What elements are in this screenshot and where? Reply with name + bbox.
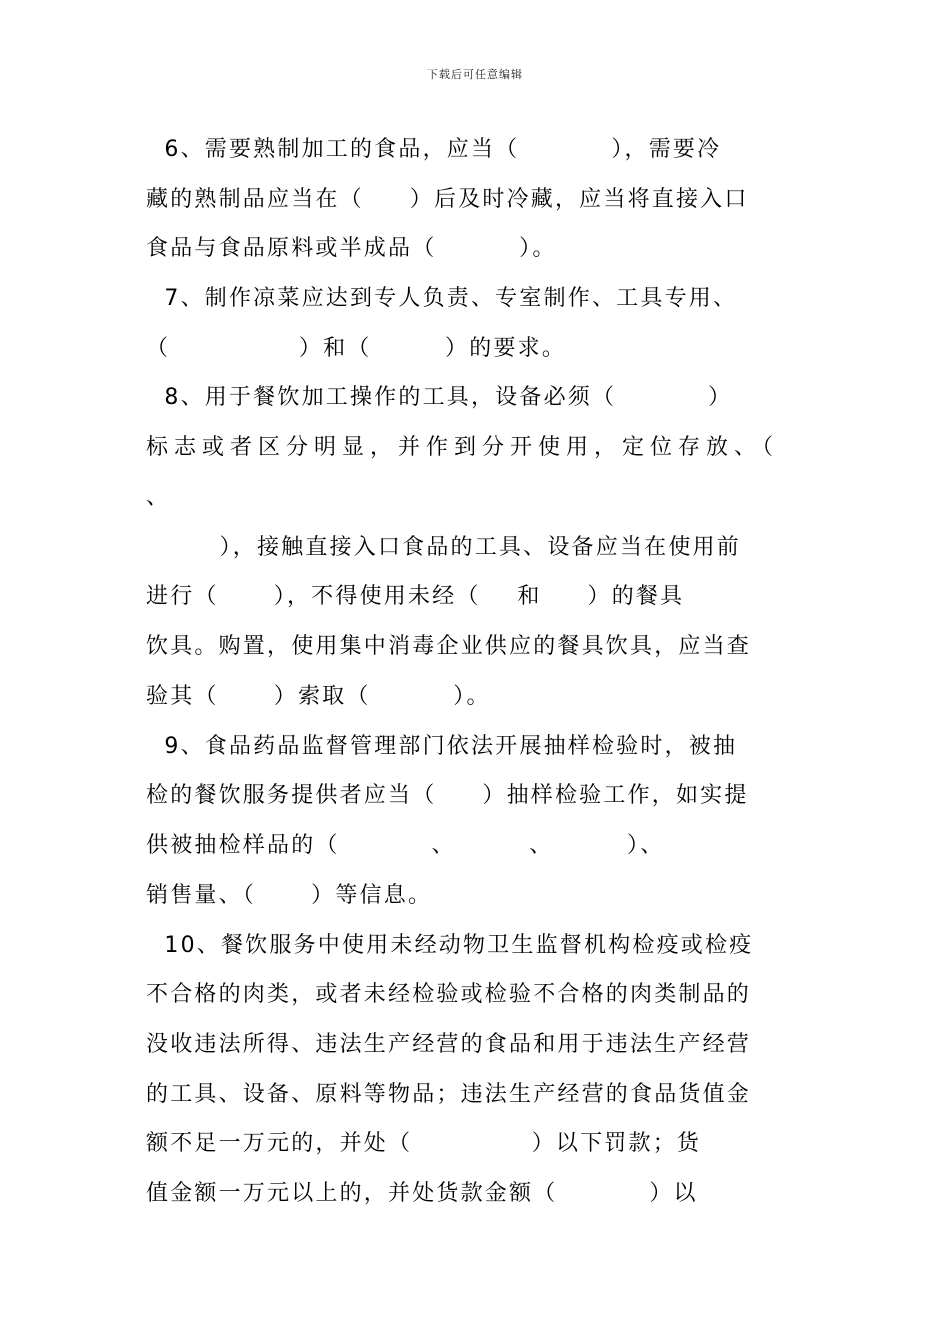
text-line: 供被抽检样品的（ 、 、 ）、 [146, 833, 665, 858]
text-line: 食品与食品原料或半成品（ ）。 [146, 236, 557, 261]
text-line: 验其（ ）索取（ ）。 [146, 684, 491, 709]
text-line: 7、制作凉菜应达到专人负责、专室制作、工具专用、 [146, 286, 738, 311]
text-line: 8、用于餐饮加工操作的工具，设备必须（ ） [146, 385, 733, 410]
text-line: 销售量、（ ）等信息。 [146, 883, 433, 908]
text-line: 进行（ ），不得使用未经（ 和 ）的餐具 [146, 584, 685, 609]
text-line: 饮具。购置，使用集中消毒企业供应的餐具饮具，应当查 [146, 634, 752, 659]
text-line: 额不足一万元的，并处（ ）以下罚款；货 [146, 1131, 702, 1156]
text-line: ），接触直接入口食品的工具、设备应当在使用前 [146, 535, 741, 560]
text-line: 没收违法所得、违法生产经营的食品和用于违法生产经营 [146, 1032, 752, 1057]
text-line: 9、食品药品监督管理部门依法开展抽样检验时，被抽 [146, 734, 738, 759]
text-line: 、 [146, 485, 171, 510]
text-line: 的工具、设备、原料等物品；违法生产经营的食品货值金 [146, 1082, 752, 1107]
text-line: 标志或者区分明显，并作到分开使用，定位存放、（ [146, 435, 780, 460]
page-header-note: 下载后可任意编辑 [427, 68, 523, 81]
text-line: 10、餐饮服务中使用未经动物卫生监督机构检疫或检疫 [146, 933, 754, 958]
text-line: 值金额一万元以上的，并处货款金额（ ）以 [146, 1181, 698, 1206]
text-line: 6、需要熟制加工的食品，应当（ ），需要冷 [146, 137, 722, 162]
text-line: 不合格的肉类，或者未经检验或检验不合格的肉类制品的 [146, 982, 752, 1007]
text-line: 检的餐饮服务提供者应当（ ）抽样检验工作，如实提 [146, 783, 749, 808]
text-line: （ ）和（ ）的要求。 [146, 336, 567, 361]
text-line: 藏的熟制品应当在（ ）后及时冷藏，应当将直接入口 [146, 187, 749, 212]
